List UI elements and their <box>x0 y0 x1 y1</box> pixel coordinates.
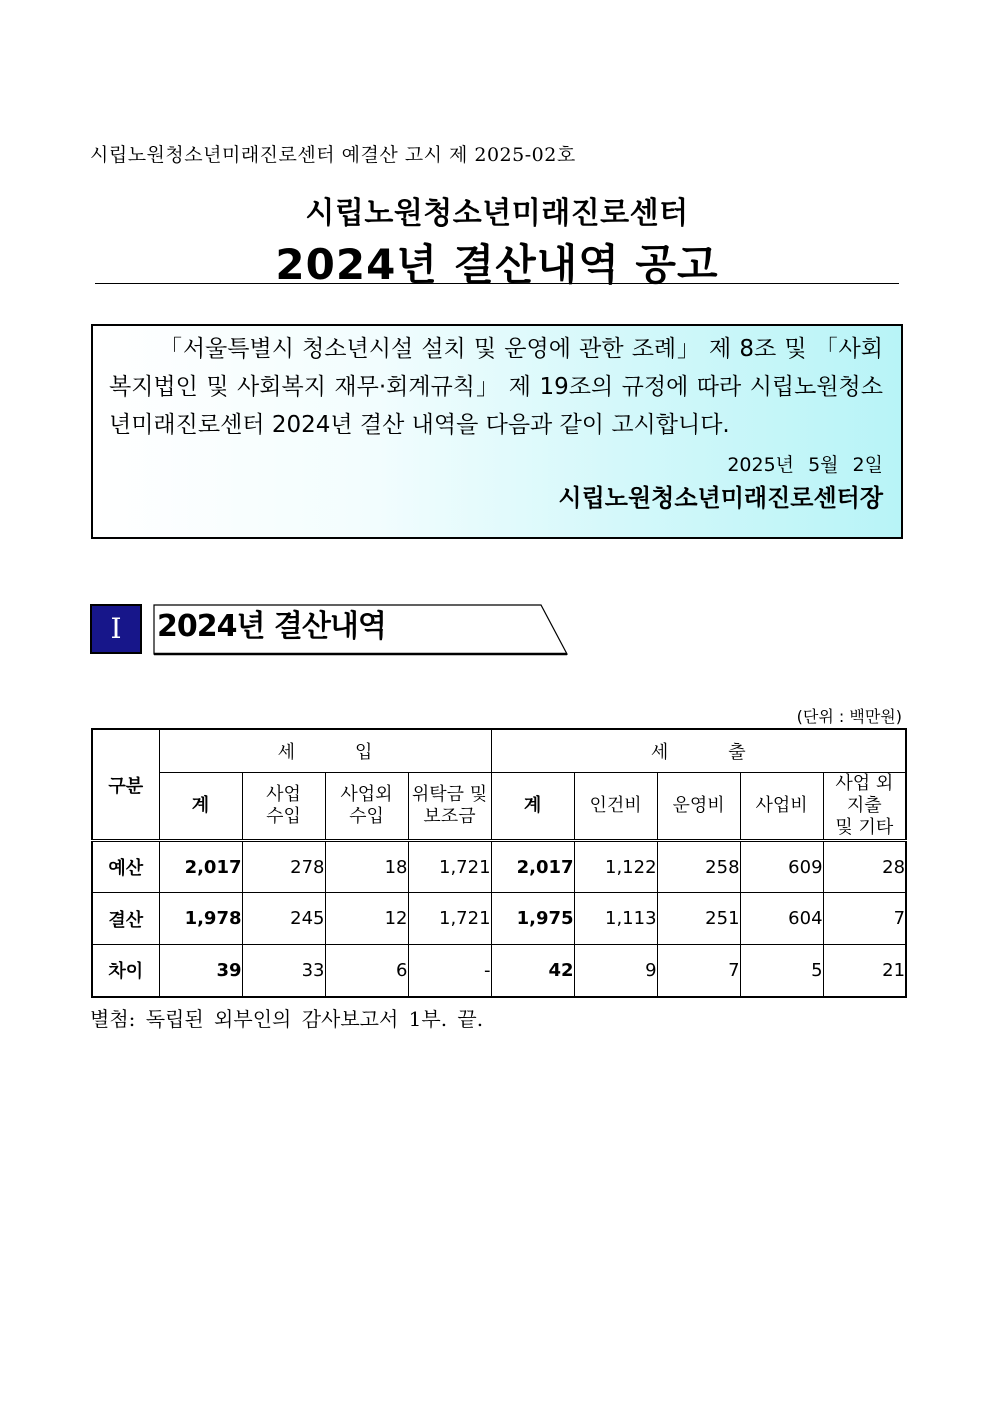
notice-body: 「서울특별시 청소년시설 설치 및 운영에 관한 조례」 제 8조 및 「사회복지법인 및 사회복지 재무·회계규칙」 제 19조의 규정에 따라 시립노원청소년미래진로센터 2024년 결산 내역을 다음과 같이 고시합니다. <box>109 336 883 438</box>
expense-value-cell: 9 <box>574 945 657 997</box>
expense-value-cell: 604 <box>740 893 823 945</box>
table-body <box>92 841 906 997</box>
notice-signer: 시립노원청소년미래진로센터장 <box>558 484 883 512</box>
attachment-note: 별첨: 독립된 외부인의 감사보고서 1부. 끝. <box>90 1007 484 1031</box>
expense-column-header: 인건비 <box>574 773 657 841</box>
expense-value-cell: 1,113 <box>574 893 657 945</box>
section-number-badge: Ⅰ <box>90 604 142 654</box>
title-divider <box>95 283 899 284</box>
settlement-table <box>91 728 907 998</box>
unit-label: (단위 : 백만원) <box>796 707 902 726</box>
expense-value-cell: 21 <box>823 945 906 997</box>
row-label: 예산 <box>92 841 159 893</box>
notice-date: 2025년 5월 2일 <box>727 454 883 476</box>
table-header-column-row <box>92 773 906 841</box>
expense-group-header: 세출 <box>491 729 906 773</box>
expense-value-cell: 609 <box>740 841 823 893</box>
expense-value-cell: 1,122 <box>574 841 657 893</box>
page-title: 2024년 결산내역 공고 <box>275 240 719 289</box>
table-row <box>92 945 906 997</box>
expense-value-cell: 258 <box>657 841 740 893</box>
expense-column-header: 계 <box>491 773 574 841</box>
income-value-cell: 6 <box>325 945 408 997</box>
income-group-header: 세입 <box>159 729 491 773</box>
income-value-cell: 278 <box>242 841 325 893</box>
income-value-cell: 39 <box>159 945 242 997</box>
income-value-cell: 12 <box>325 893 408 945</box>
income-column-header: 사업 수입 <box>242 773 325 841</box>
income-column-header: 계 <box>159 773 242 841</box>
income-column-header: 사업외 수입 <box>325 773 408 841</box>
table-row <box>92 893 906 945</box>
notice-box <box>91 324 903 539</box>
expense-column-header: 사업비 <box>740 773 823 841</box>
expense-column-header: 사업 외 지출 및 기타 <box>823 773 906 841</box>
corner-header: 구분 <box>92 729 159 841</box>
income-value-cell: 33 <box>242 945 325 997</box>
table-row <box>92 841 906 893</box>
title-block <box>95 192 899 294</box>
expense-value-cell: 251 <box>657 893 740 945</box>
row-label: 결산 <box>92 893 159 945</box>
expense-value-cell: 5 <box>740 945 823 997</box>
expense-column-header: 운영비 <box>657 773 740 841</box>
expense-value-cell: 28 <box>823 841 906 893</box>
income-value-cell: 1,721 <box>408 893 491 945</box>
expense-value-cell: 2,017 <box>491 841 574 893</box>
section-title: 2024년 결산내역 <box>157 609 386 644</box>
expense-value-cell: 7 <box>823 893 906 945</box>
income-column-header: 위탁금 및 보조금 <box>408 773 491 841</box>
expense-value-cell: 42 <box>491 945 574 997</box>
expense-value-cell: 7 <box>657 945 740 997</box>
notice-number: 시립노원청소년미래진로센터 예결산 고시 제 2025-02호 <box>90 144 576 166</box>
expense-value-cell: 1,975 <box>491 893 574 945</box>
table-header-group-row <box>92 729 906 773</box>
income-value-cell: 245 <box>242 893 325 945</box>
income-value-cell: - <box>408 945 491 997</box>
row-label: 차이 <box>92 945 159 997</box>
title-organization: 시립노원청소년미래진로센터 <box>305 196 689 231</box>
income-value-cell: 1,978 <box>159 893 242 945</box>
income-value-cell: 2,017 <box>159 841 242 893</box>
income-value-cell: 1,721 <box>408 841 491 893</box>
income-value-cell: 18 <box>325 841 408 893</box>
